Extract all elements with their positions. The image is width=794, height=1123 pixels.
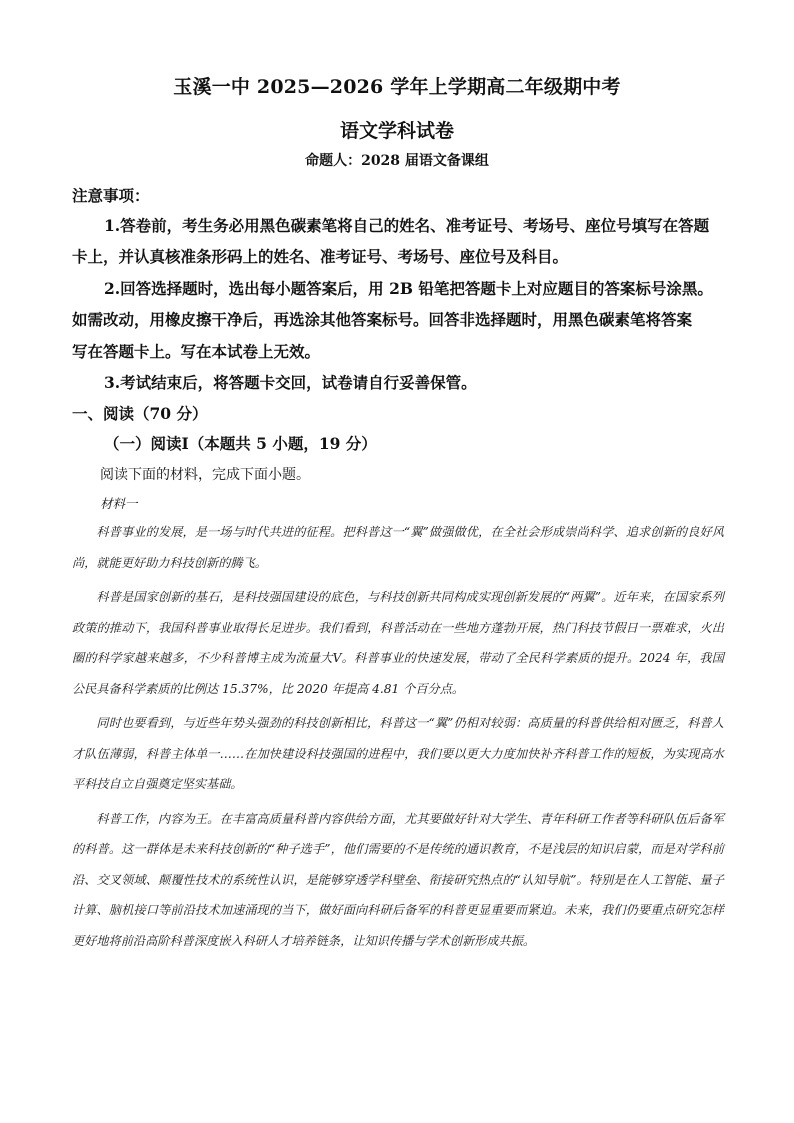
exam-title: 玉溪一中 2025—2026 学年上学期高二年级期中考 — [173, 76, 621, 98]
article-paragraph-2: 科普是国家创新的基石，是科技强国建设的底色，与科技创新共同构成实现创新发展的“两翼”。近年来，在国家系列政策的推动下，我国科普事业取得长足进步。我们看到，科普活动在一些地方蓬勃开展，热门科技节假日一票难求，火出圈的科学家越来越多，不少科普博主成为流量大V。科普事业的快速发展，带动了全民科学素质的提升。2024 年，我国公民具备科学素质的比例达 15.37%，比 2020 年提高 4.81 个百分点。 — [72, 590, 724, 696]
notice-item-2-line-2: 如需改动，用橡皮擦干净后，再选涂其他答案标号。回答非选择题时，用黑色碳素笔将答案 — [72, 310, 693, 329]
article-paragraph-4: 科普工作，内容为王。在丰富高质量科普内容供给方面，尤其要做好针对大学生、青年科研工作者等科研队伍后备军的科普。这一群体是未来科技创新的“种子选手”，他们需要的不是传统的通识教育，不是浅层的知识启蒙，而是对学科前沿、交叉领域、颠覆性技术的系统性认识，是能够穿透学科壁垒、衔接研究热点的“认知导航”。特别是在人工智能、量子计算、脑机接口等前沿技术加速涌现的当下，做好面向科研后备军的科普更显重要而紧迫。未来，我们仍要重点研究怎样更好地将前沿高阶科普深度嵌入科研人才培养链条，让知识传播与学术创新形成共振。 — [72, 811, 724, 948]
notice-heading: 注意事项： — [72, 186, 150, 205]
exam-subtitle: 语文学科试卷 — [339, 120, 454, 142]
article-body — [72, 517, 724, 956]
notice-item-3: 3.考试结束后，将答题卡交回，试卷请自行妥善保管。 — [104, 373, 477, 392]
material-label: 材料一 — [100, 496, 138, 511]
section-reading-1-heading: （一）阅读Ⅰ（本题共 5 小题，19 分） — [104, 434, 377, 453]
notice-item-1-line-2: 卡上，并认真核准条形码上的姓名、准考证号、考场号、座位号及科目。 — [72, 247, 569, 266]
section-part-1-heading: 一、阅读（70 分） — [72, 404, 208, 423]
article-paragraph-1: 科普事业的发展，是一场与时代共进的征程。把科普这一“翼”做强做优，在全社会形成崇尚科学、追求创新的良好风尚，就能更好助力科技创新的腾飞。 — [72, 525, 724, 570]
notice-item-2-line-1: 2.回答选择题时，选出每小题答案后，用 2B 铅笔把答题卡上对应题目的答案标号涂黑。 — [104, 279, 713, 298]
notice-item-1-line-1: 1.答卷前，考生务必用黑色碳素笔将自己的姓名、准考证号、考场号、座位号填写在答题 — [104, 216, 710, 235]
notice-item-2-line-3: 写在答题卡上。写在本试卷上无效。 — [72, 342, 321, 361]
reading-instruction: 阅读下面的材料，完成下面小题。 — [100, 467, 310, 483]
exam-author: 命题人：2028 届语文备课组 — [305, 153, 489, 169]
article-paragraph-3: 同时也要看到，与近些年势头强劲的科技创新相比，科普这一“翼”仍相对较弱：高质量的科普供给相对匮乏，科普人才队伍薄弱，科普主体单一……在加快建设科技强国的进程中，我们要以更大力度加快补齐科普工作的短板，为实现高水平科技自立自强奠定坚实基础。 — [72, 716, 724, 791]
